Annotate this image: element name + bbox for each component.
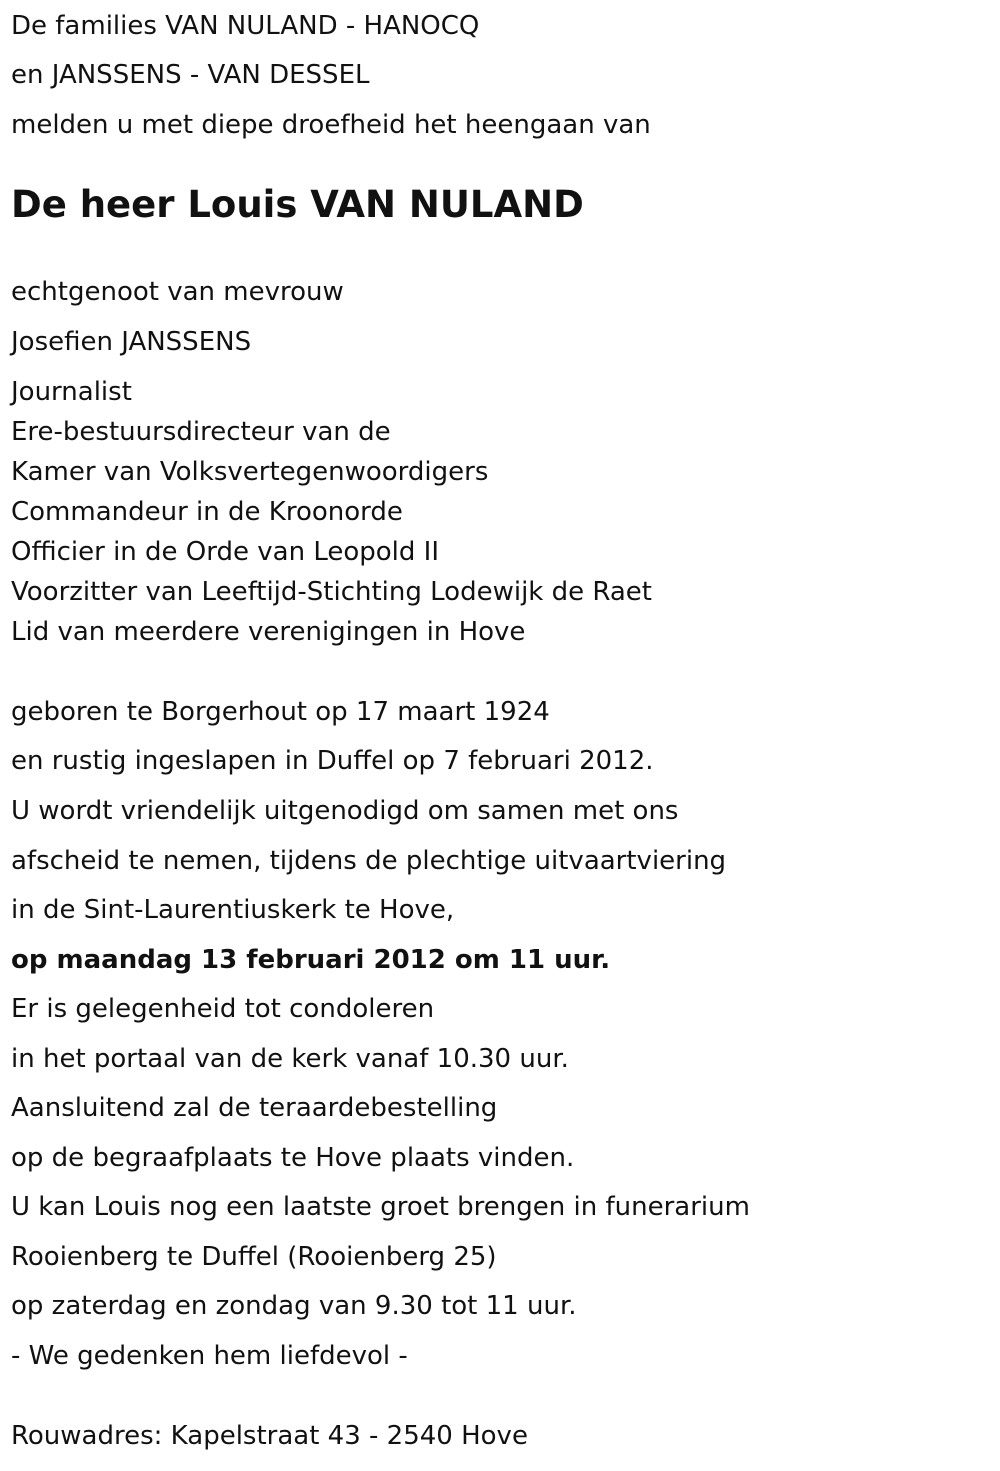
intro-line-announcement: melden u met diepe droefheid het heengaan van [11,110,651,140]
title-line: Kamer van Volksvertegenwoordigers [11,457,489,487]
spouse-line: echtgenoot van mevrouw [11,277,344,307]
closing-line: - We gedenken hem liefdevol - [11,1341,408,1371]
detail-line: Er is gelegenheid tot condoleren [11,994,435,1024]
title-line: Journalist [11,377,132,407]
birth-line: geboren te Borgerhout op 17 maart 1924 [11,697,550,727]
title-line: Commandeur in de Kroonorde [11,497,403,527]
detail-line: U wordt vriendelijk uitgenodigd om samen met ons [11,796,679,826]
ceremony-date: op maandag 13 februari 2012 om 11 uur. [11,945,611,975]
detail-line: in de Sint-Laurentiuskerk te Hove, [11,895,455,925]
title-line: Voorzitter van Leeftijd-Stichting Lodewijk de Raet [11,577,652,607]
title-line: Ere-bestuursdirecteur van de [11,417,391,447]
spouse-name: Josefien JANSSENS [11,327,252,357]
title-line: Officier in de Orde van Leopold II [11,537,439,567]
death-line: en rustig ingeslapen in Duffel op 7 februari 2012. [11,746,654,776]
deceased-name: De heer Louis VAN NULAND [11,183,584,226]
detail-line: afscheid te nemen, tijdens de plechtige uitvaartviering [11,846,727,876]
intro-line-families-2: en JANSSENS - VAN DESSEL [11,60,370,90]
detail-line: op zaterdag en zondag van 9.30 tot 11 uur. [11,1291,577,1321]
intro-line-families: De families VAN NULAND - HANOCQ [11,11,480,41]
detail-line: Rooienberg te Duffel (Rooienberg 25) [11,1242,497,1272]
detail-line: U kan Louis nog een laatste groet brengen in funerarium [11,1192,750,1222]
mourning-address: Rouwadres: Kapelstraat 43 - 2540 Hove [11,1421,528,1451]
detail-line: op de begraafplaats te Hove plaats vinden. [11,1143,575,1173]
detail-line: in het portaal van de kerk vanaf 10.30 uur. [11,1044,569,1074]
title-line: Lid van meerdere verenigingen in Hove [11,617,526,647]
detail-line: Aansluitend zal de teraardebestelling [11,1093,498,1123]
